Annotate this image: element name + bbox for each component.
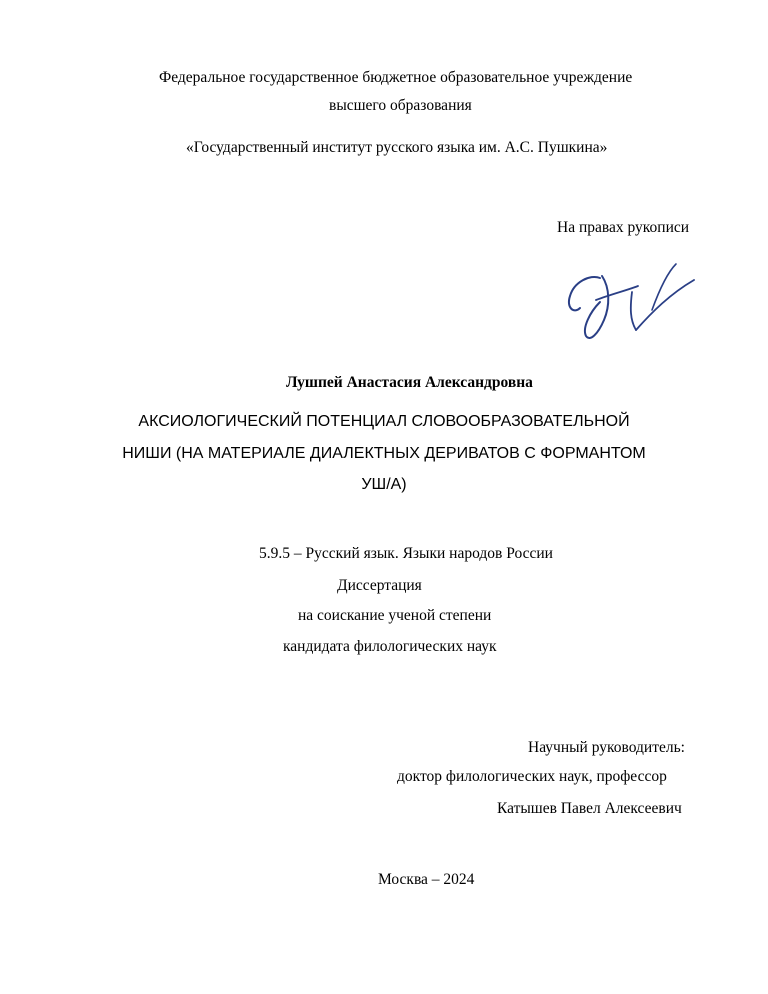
- title-line-2: НИШИ (НА МАТЕРИАЛЕ ДИАЛЕКТНЫХ ДЕРИВАТОВ С ФОРМАНТОМ: [122, 445, 646, 462]
- rights-note: На правах рукописи: [557, 219, 690, 236]
- city-year: Москва – 2024: [378, 871, 475, 888]
- title-line-3: УШ/А): [361, 476, 407, 493]
- supervisor-credentials: доктор филологических наук, профессор: [397, 768, 667, 785]
- author-name: Лушпей Анастасия Александровна: [286, 374, 533, 391]
- degree-name: кандидата филологических наук: [283, 638, 497, 655]
- work-type: Диссертация: [337, 577, 422, 594]
- institution-line-2: высшего образования: [329, 97, 472, 114]
- supervisor-name: Катышев Павел Алексеевич: [497, 800, 682, 817]
- supervisor-label: Научный руководитель:: [528, 739, 685, 756]
- institution-line-1: Федеральное государственное бюджетное образовательное учреждение: [159, 69, 633, 86]
- specialty: 5.9.5 – Русский язык. Языки народов России: [259, 545, 553, 562]
- institute-name: «Государственный институт русского языка им. А.С. Пушкина»: [186, 139, 608, 156]
- title-line-1: АКСИОЛОГИЧЕСКИЙ ПОТЕНЦИАЛ СЛОВООБРАЗОВАТЕЛЬНОЙ: [138, 413, 630, 430]
- degree-purpose: на соискание ученой степени: [298, 607, 492, 624]
- handwritten-signature: [560, 256, 700, 356]
